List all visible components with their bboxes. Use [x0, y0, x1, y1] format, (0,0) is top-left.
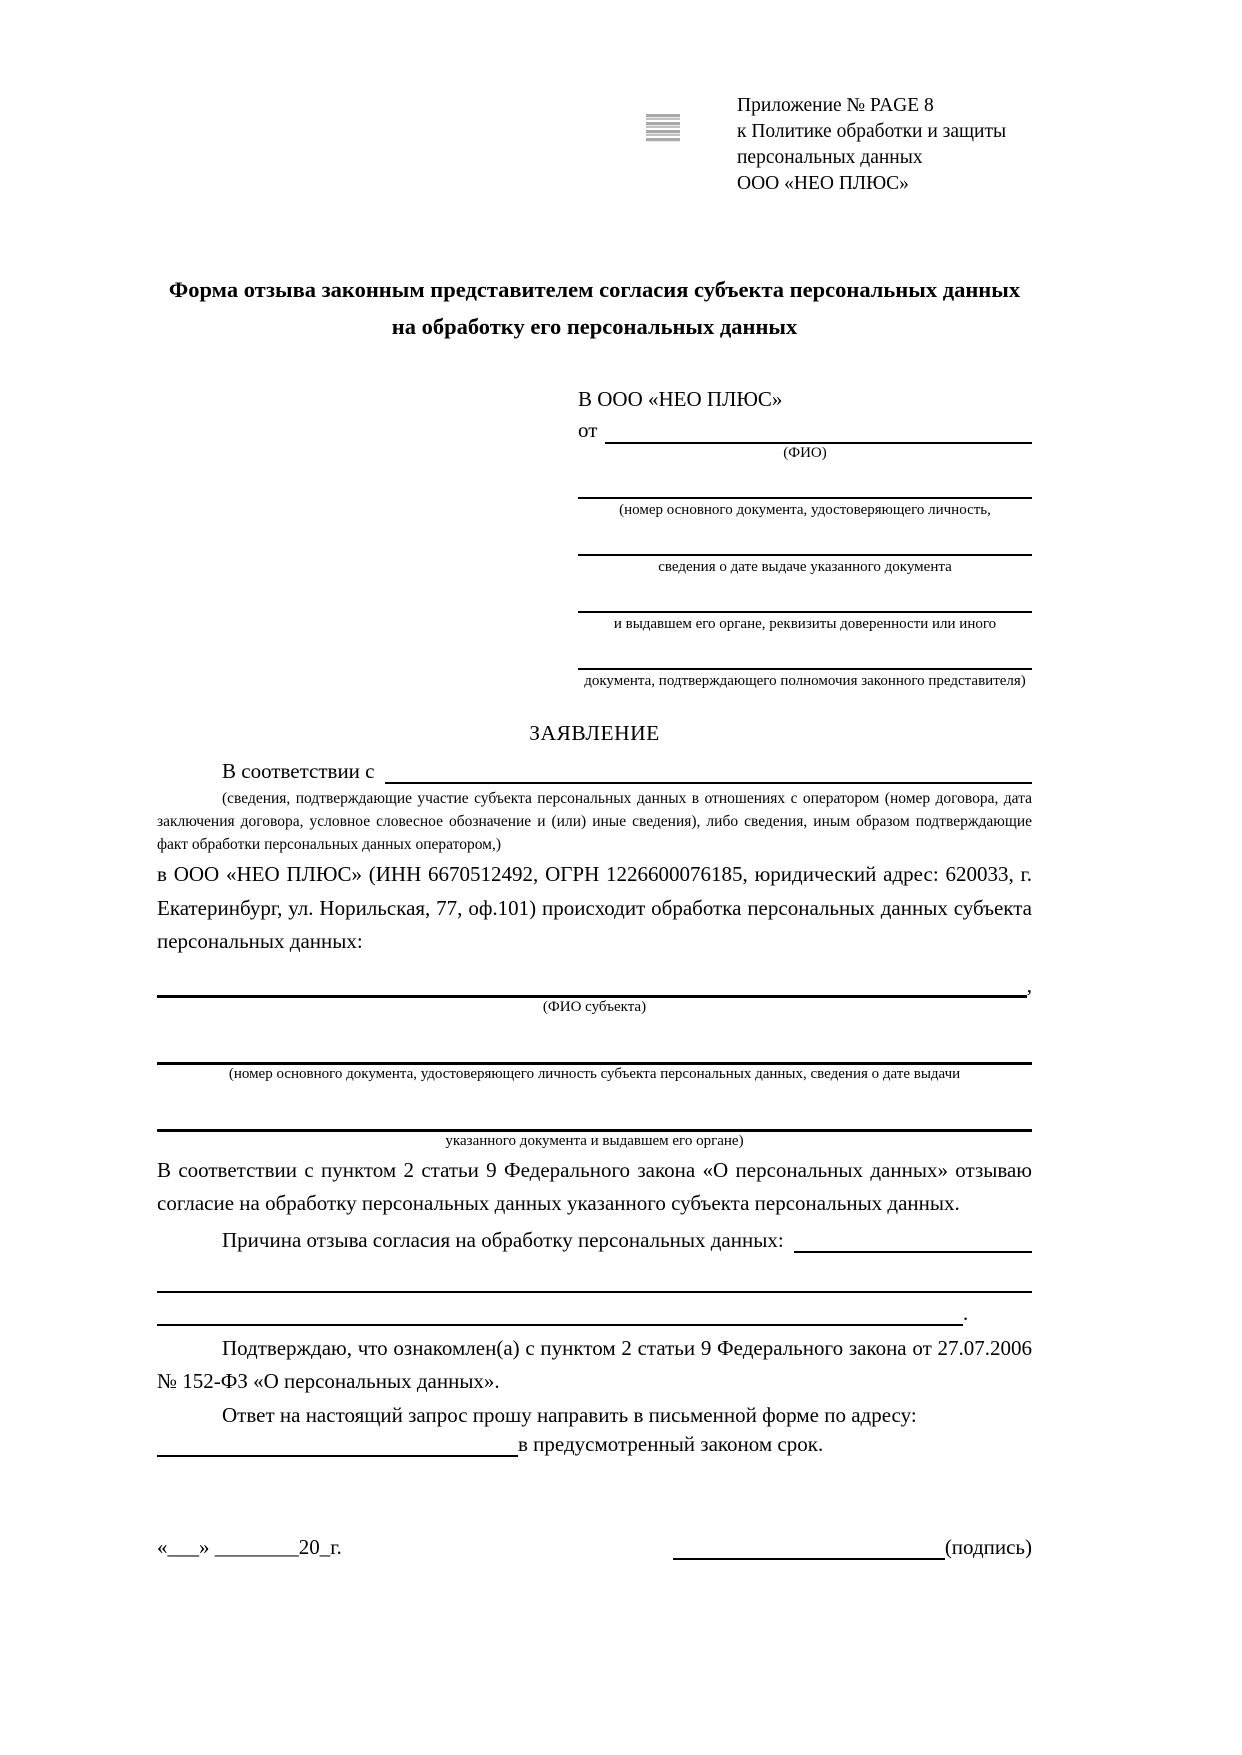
withdrawal-paragraph: В соответствии с пунктом 2 статьи 9 Федерального закона «О персональных данных» отзываю согласие на обработку персональных данных указанного субъекта персональных данных. — [157, 1157, 1032, 1215]
reason-row — [157, 1228, 1032, 1253]
confirmation-paragraph: Подтверждаю, что ознакомлен(а) с пунктом 2 статьи 9 Федерального закона от 27.07.2006 № 152-ФЗ «О персональных данных». — [157, 1335, 1032, 1393]
reason-continuation-line-2 — [157, 1293, 1032, 1326]
from-label: от — [578, 418, 598, 442]
reply-address-row — [157, 1432, 1032, 1457]
accordance-row — [157, 759, 1032, 784]
reason-label: Причина отзыва согласия на обработку персональных данных: — [222, 1227, 784, 1252]
appendix-header — [737, 0, 1032, 197]
issuing-authority-blank-line — [578, 586, 1032, 613]
subject-fio-row — [157, 973, 1032, 998]
spacer — [578, 463, 1032, 472]
addressee-block — [578, 385, 1032, 691]
reason-continuation-line-1 — [157, 1253, 1032, 1293]
fio-caption: (ФИО) — [783, 445, 827, 461]
subject-document-caption-1: (номер основного документа, удостоверяющего личность субъекта персональных данных, сведения о дате выдачи — [228, 1065, 961, 1082]
policy-line-2: персональных данных — [737, 147, 923, 168]
subject-document-blank-line — [157, 1045, 1032, 1065]
signature-caption: (подпись) — [944, 1535, 1032, 1559]
reply-address-blank-line — [157, 1433, 518, 1457]
reason-continuation-blank — [157, 1293, 963, 1326]
accordance-label: В соответствии с — [222, 759, 375, 783]
company-name: ООО «НЕО ПЛЮС» — [737, 173, 909, 194]
subject-fio-blank-line — [157, 978, 1027, 998]
signature-blank-line — [673, 1536, 945, 1560]
from-row — [578, 416, 1032, 444]
spacer — [578, 634, 1032, 643]
subject-document-blank-line-2 — [157, 1112, 1032, 1132]
from-blank-line — [605, 420, 1032, 444]
policy-line-1: к Политике обработки и защиты — [737, 121, 1007, 142]
spacer — [578, 520, 1032, 529]
document-number-blank-line — [578, 472, 1032, 499]
spacer — [157, 1017, 1032, 1031]
representative-authority-caption: документа, подтверждающего полномочия законного представителя) — [584, 673, 1026, 689]
document-number-caption: (номер основного документа, удостоверяющего личность, — [619, 502, 991, 518]
issue-date-blank-line — [578, 529, 1032, 556]
document-content — [157, 0, 1032, 1560]
subject-document-row — [157, 1045, 1032, 1065]
accordance-blank-line — [385, 760, 1033, 784]
signature-group — [673, 1535, 1032, 1560]
date-blank: «___» ________20_г. — [157, 1535, 342, 1559]
issue-date-caption: сведения о дате выдаче указанного документа — [658, 559, 952, 575]
fine-print-note: (сведения, подтверждающие участие субъекта персональных данных в отношениях с оператором (номер договора, дата заключения договора, условное словесное обозначение и (или) иные сведения), либо сведения, иным образом подтверждающие факт обработки персональных данных оператором,) — [157, 790, 1032, 853]
document-title: Форма отзыва законным представителем согласия субъекта персональных данных на обработку его персональных данных — [168, 277, 1021, 339]
subject-fio-caption: (ФИО субъекта) — [542, 998, 647, 1015]
subject-fio-suffix: , — [1026, 972, 1032, 997]
appendix-number-line: Приложение № PAGE 8 — [737, 95, 934, 116]
issuing-authority-caption: и выдавшем его органе, реквизиты доверенности или иного — [613, 616, 997, 632]
addressee-company: В ООО «НЕО ПЛЮС» — [578, 387, 783, 411]
reply-request-tail: в предусмотренный законом срок. — [518, 1432, 824, 1456]
spacer — [578, 577, 1032, 586]
reply-request-paragraph: Ответ на настоящий запрос прошу направить в письменной форме по адресу: — [222, 1402, 917, 1427]
operator-paragraph: в ООО «НЕО ПЛЮС» (ИНН 6670512492, ОГРН 1226600076185, юридический адрес: 620033, г. Екатеринбург, ул. Норильская, 77, оф.101) происходит обработка персональных данных субъекта персональных данных: — [157, 862, 1032, 953]
date-signature-row — [157, 1535, 1032, 1560]
subject-document-row-2 — [157, 1112, 1032, 1132]
subject-document-caption-2: указанного документа и выдавшем его органе) — [445, 1132, 744, 1149]
spacer — [157, 1084, 1032, 1098]
representative-authority-blank-line — [578, 643, 1032, 670]
reason-blank-line — [794, 1229, 1032, 1253]
statement-heading: ЗАЯВЛЕНИЕ — [529, 721, 660, 745]
reason-end-period: . — [963, 1300, 969, 1325]
